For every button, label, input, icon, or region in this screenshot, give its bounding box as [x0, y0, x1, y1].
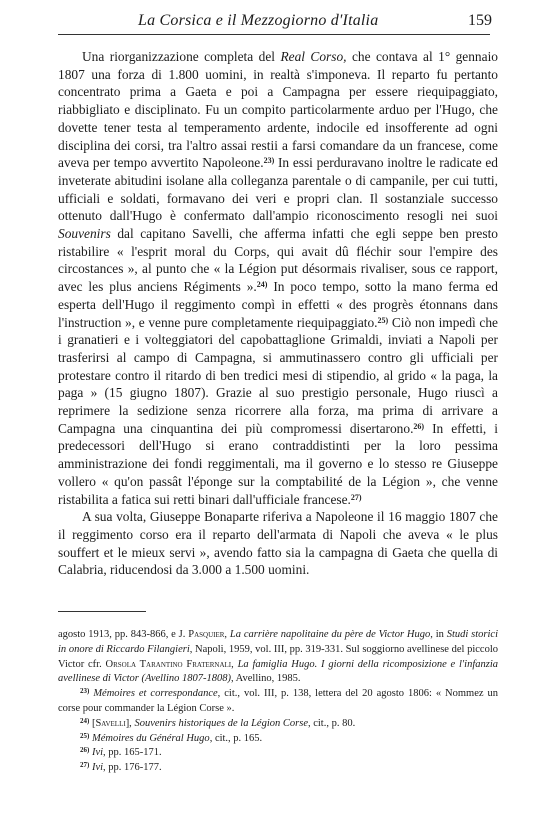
footnote-27: $^{27)}$ Ivi, pp. 176-177.	[80, 761, 162, 774]
footnote-26: $^{26)}$ Ivi, pp. 165-171.	[80, 746, 162, 759]
footnote-ref-27: 27)	[350, 492, 362, 502]
footnote-ref-25: 25)	[377, 315, 389, 325]
running-title: La Corsica e il Mezzogiorno d'Italia	[138, 12, 379, 29]
footnote-23: $^{23)}$ Mémoires et correspondance, cit., vol. III, p. 138, lettera del 20 agosto 1806: « Nommez un corse pour commander la Légion Corse ».	[58, 687, 499, 714]
footnote-24: $^{24)}$ [Savelli], Souvenirs historiques de la Légion Corse, cit., p. 80.	[80, 716, 356, 729]
paragraph-1: Una riorganizzazione completa del Real Corso, che contava al 1° gennaio 1807 una forza di 1.800 uomini, in realtà s'imponeva. Il reparto fu pertanto concentrato prima a Gaeta e poi a Campagna per essere riequipaggiato, riabbigliato e disciplinato. Fu un compito particolarmente arduo per l'Hugo, che dovette tener testa al temperamento ardente, indocile ed insofferente ad ogni disciplina dei corsi, tra l'altro assai restii a farsi comandare da un francese, come aveva per tempo avvertito Napoleone.$^{23)}$ In essi perduravano inoltre le radicate ed inveterate abitudini isolane alla colleganza parentale o di campanile, per cui tutti, ufficiali e soldati, formavano dei veri e propri clan. Il sostanziale successo ottenuto dall'Hugo è confermato dall'ampio riconoscimento resogli nei suoi Souvenirs dal capitano Savelli, che afferma infatti che egli seppe ben presto ristabilire « l'esprit moral du Corps, qui avait dû fléchir sour l'empire des circostances », al punto che « la Légion put désormais rivaliser, sous ce rapport, avec les plus anciens Régiments ».$^{24)}$ In poco tempo, sotto la mano ferma ed esperta dell'Hugo il reggimento compì in effetti « des progrès étonnans dans l'instruction », e venne pure completamente riequipaggiato.$^{25)}$ Ciò non impedì che i granatieri e i volteggiatori del capobattaglione Grimaldi, inviati a Napoli per trasferirsi al campo di Campagna, si ammutinassero contro gli ufficiali per protestare contro il ritardo di ben tredici mesi di stipendio, al grido « la paga, la paga » (15 giugno 1807). Grazie al suo prestigio personale, Hugo riuscì a reprimere la sedizione senza ricorrere alla forza, ma prima di arrivare a Campagna una cinquantina dei più compromessi disertarono.$^{26)}$ In effetti, i predecessori dell'Hugo si erano contraddistinti per la loro pessima amministrazione dei fondi reggimentali, ma il governo e lo stesso re Giuseppe vollero « qu'on passât l'éponge sur la comptabilité de la Légion », che venne ristabilita a fatica sui retti binari dall'ufficiale francese.$^{27)}$	[58, 49, 498, 507]
footnotes	[58, 628, 498, 776]
main-text	[58, 48, 498, 579]
footnote-separator	[58, 611, 146, 612]
footnote-continuation: agosto 1913, pp. 843-866, e J. Pasquier, La carrière napolitaine du père de Victor Hugo, in Studi storici in onore di Riccardo Filangieri, Napoli, 1959, vol. III, pp. 319-331. Sul soggiorno avellinese del piccolo Victor cfr. Orsola Tarantino Fraternali, La famiglia Hugo. I giorni della ricomposizione e l'infanzia avellinese di Victor (Avellino 1807-1808), Avellino, 1985.	[58, 629, 498, 685]
footnote-ref-26: 26)	[413, 421, 425, 431]
footnote-ref-24: 24)	[256, 280, 268, 290]
page-header	[58, 10, 490, 35]
paragraph-2: A sua volta, Giuseppe Bonaparte riferiva a Napoleone il 16 maggio 1807 che il reggimento corso era il reparto dell'armata di Napoli che aveva « le plus souffert et le mieux servi », avendo fatto sia la campagna di Gaeta che quella di Calabria, riducendosi da 3.000 a 1.500 uomini.	[58, 509, 498, 578]
footnote-ref-23: 23)	[263, 156, 275, 166]
footnote-25: $^{25)}$ Mémoires du Général Hugo, cit., p. 165.	[80, 731, 263, 744]
page-number: 159	[468, 12, 492, 29]
